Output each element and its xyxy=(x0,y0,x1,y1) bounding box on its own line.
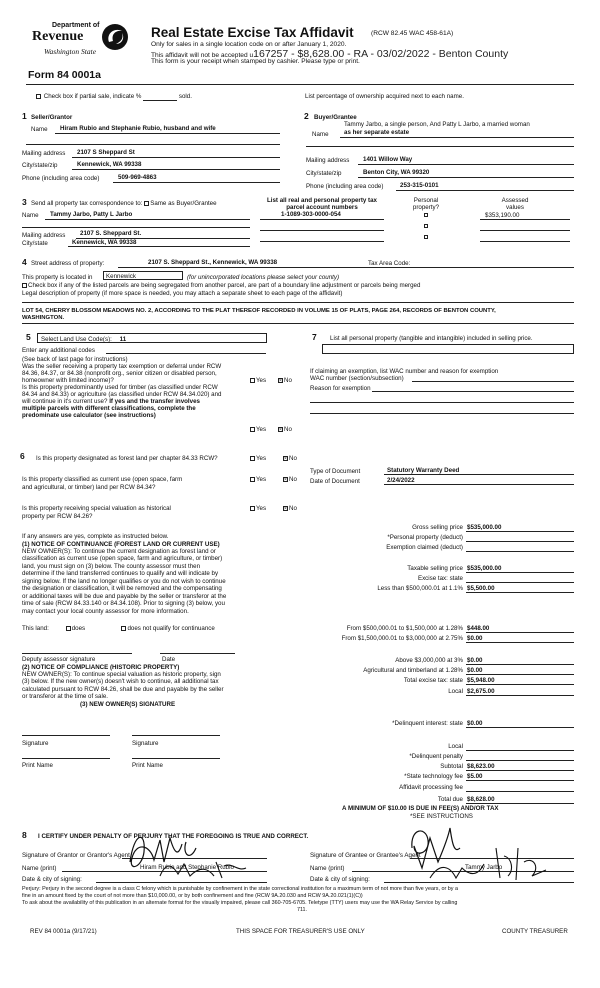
tax-label: Taxable selling price xyxy=(407,565,463,572)
q2-line2: 84.34 and 84.33) or agriculture (as classified under RCW 84.34.020) and xyxy=(22,391,222,398)
seller-mail[interactable]: 2107 S Sheppard St xyxy=(77,149,135,156)
section-5-number: 5 xyxy=(26,332,31,342)
s6-q3-yes xyxy=(250,505,266,512)
s6-q2-yes-checkbox[interactable] xyxy=(250,477,255,482)
s6-q3-yes-label: Yes xyxy=(256,505,267,512)
q1-line3: homeowner with limited income)? xyxy=(22,377,114,384)
doc-type-label: Type of Document xyxy=(310,468,361,475)
partial-sale-checkbox[interactable] xyxy=(36,94,41,99)
partial-percent-field[interactable] xyxy=(143,93,177,101)
section-8-number: 8 xyxy=(22,830,27,840)
s6-q2-line2: and agricultural, or timber) land per RCW 84.34? xyxy=(22,484,156,491)
treasurer-space: THIS SPACE FOR TREASURER'S USE ONLY xyxy=(236,928,365,935)
notice-line: or additional taxes will be due and payable by the seller or transferor at the xyxy=(22,592,227,600)
s6-q1-yes-checkbox[interactable] xyxy=(250,456,255,461)
s6-q1: Is this property designated as forest land per chapter 84.33 RCW? xyxy=(36,455,218,462)
answers-note: If any answers are yes, complete as instructed below. xyxy=(22,533,169,540)
tax-label: *Delinquent penalty xyxy=(409,753,463,760)
q1-yes-label: Yes xyxy=(256,377,267,384)
form-number: Form 84 0001a xyxy=(28,69,101,81)
s6-q3-no xyxy=(283,505,297,512)
tax-value[interactable]: $5,500.00 xyxy=(467,585,495,592)
new-owner-print-1: Print Name xyxy=(22,762,53,769)
s6-q2-no xyxy=(283,476,297,483)
tax-value[interactable]: $535,000.00 xyxy=(467,524,502,531)
doc-date[interactable]: 2/24/2022 xyxy=(387,477,415,484)
tax-value[interactable]: $0.00 xyxy=(467,657,483,664)
corr-mail[interactable]: 2107 S. Sheppard St. xyxy=(80,230,142,237)
tax-value[interactable]: $448.00 xyxy=(467,625,490,632)
located-note: (for unincorporated locations please select your county) xyxy=(187,274,340,281)
q1-no xyxy=(278,377,292,384)
parcel-heading-1: List all real and personal property tax xyxy=(266,197,378,204)
s6-q3-line1: Is this property receiving special valuation as historical xyxy=(22,505,171,512)
notice-line: the designation or classification, it will be removed and the compensating xyxy=(22,585,222,593)
recording-stamp: 167257 - $8,628.00 - RA - 03/02/2022 - Benton County xyxy=(253,48,509,60)
tax-label: Total due xyxy=(437,796,463,803)
correspondence-row xyxy=(31,200,217,207)
section-4-number: 4 xyxy=(22,257,27,267)
certify-text: I CERTIFY UNDER PENALTY OF PERJURY THAT THE FOREGOING IS TRUE AND CORRECT. xyxy=(38,833,309,840)
seller-name[interactable]: Hiram Rubio and Stephanie Rubio, husband and wife xyxy=(60,125,216,132)
segregated-row xyxy=(22,282,420,289)
same-as-buyer-checkbox[interactable] xyxy=(144,201,149,206)
notice-line: or transferor at the time of sale. xyxy=(22,693,108,701)
q2-no-checkbox[interactable]: × xyxy=(279,426,282,433)
new-owner-signature-1: Signature xyxy=(22,740,49,747)
exemption-line2: WAC number (section/subsection) xyxy=(310,375,404,382)
seller-name-label: Name xyxy=(31,126,48,133)
notice2-body xyxy=(22,671,290,701)
buyer-phone-label: Phone (including area code) xyxy=(306,183,384,190)
s6-q2-no-label: No xyxy=(289,476,297,483)
seller-phone-label: Phone (including area code) xyxy=(22,175,100,182)
s6-q1-no-label: No xyxy=(289,455,297,462)
land-use-select[interactable] xyxy=(37,333,267,343)
new-owner-print-2: Print Name xyxy=(132,762,163,769)
grantee-name-print[interactable]: Tammy Jarbo xyxy=(465,864,503,871)
logo-line3: Washington State xyxy=(44,47,97,56)
q2-no-label: No xyxy=(284,426,292,433)
corr-city-label: City/state xyxy=(22,240,48,247)
logo-line2: Revenue xyxy=(32,29,84,44)
does-not-label: does not qualify for continuance xyxy=(127,625,215,632)
located-select[interactable] xyxy=(103,271,183,280)
notice-line: determine if the land transferred continues to qualify and will indicate by xyxy=(22,570,219,578)
tax-value[interactable]: $8,628.00 xyxy=(467,796,495,803)
q1-yes xyxy=(250,377,266,384)
q2-line3-b: If yes and the transfer involves xyxy=(109,398,200,405)
tax-value[interactable]: $535,000.00 xyxy=(467,565,502,572)
partial-sale-row xyxy=(36,93,192,101)
q1-line1: Was the seller receiving a property tax exemption or deferral under RCW xyxy=(22,363,222,370)
tax-label: Agricultural and timberland at 1.28% xyxy=(363,667,463,674)
deputy-label: Deputy assessor signature xyxy=(22,656,96,663)
sig-grantor-label: Signature of Grantor or Grantor's Agent xyxy=(22,852,130,859)
s6-q3-no-checkbox[interactable]: × xyxy=(284,505,287,512)
header-sub2-text: This affidavit will not be accepted u xyxy=(151,52,254,59)
notice-line: may contact your local county assessor for more information. xyxy=(22,607,189,615)
located-value: Kennewick xyxy=(106,273,136,280)
q1-yes-checkbox[interactable] xyxy=(250,378,255,383)
tax-label: Above $3,000,000 at 3% xyxy=(395,657,463,664)
buyer-mail-label: Mailing address xyxy=(306,157,350,164)
dor-logo xyxy=(30,20,130,62)
this-land-label: This land: xyxy=(22,625,49,632)
notice-line: time of sale (RCW 84.33.140 or 84.34.108). Prior to signing (3) below, you xyxy=(22,600,225,608)
buyer-name-label: Name xyxy=(312,131,329,138)
street-value[interactable]: 2107 S. Sheppard St., Kennewick, WA 99338 xyxy=(148,259,278,266)
notice-line: NEW OWNER(S): To continue special valuation as historic property, sign xyxy=(22,671,221,678)
minimum-note: A MINIMUM OF $10.00 IS DUE IN FEE(S) AND/OR TAX xyxy=(342,805,499,812)
section-3-number: 3 xyxy=(22,197,27,207)
land-use-label: Select Land Use Code(s): xyxy=(41,335,112,343)
assessed-heading-2: values xyxy=(506,204,524,211)
assessed-value[interactable]: $353,190.00 xyxy=(485,212,520,219)
notice-line: NEW OWNER(S): To continue the current designation as forest land or xyxy=(22,548,216,555)
buyer-phone[interactable]: 253-315-0101 xyxy=(400,182,439,189)
seller-heading: Seller/Grantor xyxy=(31,114,73,121)
buyer-name-line1[interactable]: Tammy Jarbo, a single person, And Patty L Jarbo, a married woman xyxy=(344,121,530,128)
q1-line2: 84.36, 84.37, or 84.38 (nonprofit org., senior citizen or disabled person, xyxy=(22,370,217,377)
seller-city-label: City/state/zip xyxy=(22,162,58,169)
this-land-row xyxy=(22,625,215,632)
parcel-number[interactable]: 1-1089-303-0000-054 xyxy=(281,211,341,218)
seller-mail-label: Mailing address xyxy=(22,150,66,157)
section-1-number: 1 xyxy=(22,111,27,121)
personal-property-checkbox-3[interactable] xyxy=(424,235,428,239)
does-label: does xyxy=(71,625,86,632)
tax-value[interactable]: $0.00 xyxy=(467,635,483,642)
tax-label: Excise tax: state xyxy=(417,575,463,582)
tax-label: *State technology fee xyxy=(404,773,463,780)
see-back: (See back of last page for instructions) xyxy=(22,356,128,363)
notice1-body xyxy=(22,548,290,615)
assessed-heading-1: Assessed xyxy=(501,197,529,204)
s6-q2-yes xyxy=(250,476,266,483)
see-instructions: *SEE INSTRUCTIONS xyxy=(410,813,473,820)
q1-no-checkbox[interactable]: × xyxy=(279,377,282,384)
street-label: Street address of property: xyxy=(31,260,105,267)
notice-line: classification as current use (open space, farm and agriculture, or timber) xyxy=(22,555,223,563)
personal-property-checkbox-2[interactable] xyxy=(424,224,428,228)
tax-label: Total excise tax: state xyxy=(403,677,463,684)
tax-value[interactable]: $2,675.00 xyxy=(467,688,495,695)
perjury-line2: fine in an amount fixed by the court of not more than $10,000.00, or by both confinement and fine (RCW 9A.20.030 and RCW 9A.20.021(1)(C)) xyxy=(22,893,363,899)
corr-city[interactable]: Kennewick, WA 99338 xyxy=(72,239,137,246)
tax-label: Local xyxy=(448,688,463,695)
legal-line2: WASHINGTON. xyxy=(22,315,65,322)
grantee-signature-drawing xyxy=(400,818,575,886)
tax-label: Subtotal xyxy=(440,763,463,770)
tax-area-label: Tax Area Code: xyxy=(368,260,411,267)
q1-no-label: No xyxy=(284,377,292,384)
corr-name-label: Name xyxy=(22,212,39,219)
segregated-label: Check box if any of the listed parcels are being segregated from another parcel, are part of a boundary line adjustment or parcels being merged xyxy=(28,282,421,289)
legal-label: Legal description of property (if more space is needed, you may attach a separate sheet to each page of the affidavit) xyxy=(22,290,343,297)
personal-heading-2: property? xyxy=(412,204,440,211)
s6-q1-no xyxy=(283,455,297,462)
tax-label: Gross selling price xyxy=(412,524,463,531)
buyer-heading: Buyer/Grantee xyxy=(314,114,357,121)
s6-q3-yes-checkbox[interactable] xyxy=(250,506,255,511)
reason-label: Reason for exemption xyxy=(310,385,371,392)
tax-label: *Delinquent interest: state xyxy=(392,720,463,727)
does-not-checkbox[interactable] xyxy=(121,626,126,631)
located-label: This property is located in xyxy=(22,274,93,281)
grantor-date-label: Date & city of signing: xyxy=(22,876,82,883)
q2-line3-a: will continue in it's current use? xyxy=(22,398,108,405)
legal-line1: LOT 54, CHERRY BLOSSOM MEADOWS NO. 2, ACCORDING TO THE PLAT THEREOF RECORDED IN VOLUME 15 OF PLATS, PAGE 264, RECORDS OF BENTON COUNTY, xyxy=(22,308,496,314)
rcw-citation: (RCW 82.45 WAC 458-61A) xyxy=(371,30,454,37)
form-title: Real Estate Excise Tax Affidavit xyxy=(151,25,354,40)
tax-value[interactable]: $8,623.00 xyxy=(467,763,495,770)
s6-q3-line2: property per RCW 84.26? xyxy=(22,513,93,520)
notice-line: calculated pursuant to RCW 84.26, shall be due and payable by the seller xyxy=(22,685,224,693)
notice1-heading: (1) NOTICE OF CONTINUANCE (FOREST LAND OR CURRENT USE) xyxy=(22,541,220,548)
tax-label: From $1,500,000.01 to $3,000,000 at 2.75% xyxy=(341,635,463,642)
tax-label: *Personal property (deduct) xyxy=(387,534,463,541)
county-treasurer: COUNTY TREASURER xyxy=(502,928,568,935)
deputy-date-label: Date xyxy=(162,656,176,663)
tax-label: From $500,000.01 to $1,500,000 at 1.28% xyxy=(346,625,463,632)
notice2-heading: (2) NOTICE OF COMPLIANCE (HISTORIC PROPERTY) xyxy=(22,664,180,671)
seller-phone[interactable]: 509-969-4863 xyxy=(118,174,157,181)
section-6-number: 6 xyxy=(20,451,25,461)
q2-line5: predominate use calculator (see instructions) xyxy=(22,412,156,419)
personal-property-label: List all personal property (tangible and intangible) included in selling price. xyxy=(330,335,533,342)
perjury-line3: To ask about the availability of this publication in an alternate format for the visually impaired, please call 360-705-6705. Teletype (TTY) users may use the WA Relay Service by calling xyxy=(22,900,458,906)
q2-yes-label: Yes xyxy=(256,426,267,433)
s6-q1-yes xyxy=(250,455,266,462)
tax-value[interactable]: $5,948.00 xyxy=(467,677,495,684)
tax-value[interactable]: $5.00 xyxy=(467,773,483,780)
grantee-date-label: Date & city of signing: xyxy=(310,876,370,883)
s6-q3-no-label: No xyxy=(289,505,297,512)
does-checkbox[interactable] xyxy=(66,626,71,631)
header-sub3: This form is your receipt when stamped by cashier. Please type or print. xyxy=(151,58,360,65)
segregated-checkbox[interactable] xyxy=(22,283,27,288)
q2-yes xyxy=(250,426,266,433)
sig-grantee-label: Signature of Grantee or Grantee's Agent xyxy=(310,852,421,859)
legal-description-box[interactable] xyxy=(22,302,574,324)
buyer-mail[interactable]: 1401 Willow Way xyxy=(363,156,413,163)
dor-swirl-icon xyxy=(100,22,130,52)
same-as-buyer-label: Same as Buyer/Grantee xyxy=(150,200,217,207)
tax-label: Local xyxy=(448,743,463,750)
corr-mail-label: Mailing address xyxy=(22,232,66,239)
perjury-line4: 711. xyxy=(296,907,308,913)
tax-label: Exemption claimed (deduct) xyxy=(386,544,463,551)
corr-name[interactable]: Tammy Jarbo, Patty L Jarbo xyxy=(50,211,133,218)
doc-type[interactable]: Statutory Warranty Deed xyxy=(387,467,460,474)
doc-date-label: Date of Document xyxy=(310,478,360,485)
s6-q2-no-checkbox[interactable]: × xyxy=(284,476,287,483)
tax-label: Affidavit processing fee xyxy=(399,784,463,791)
perjury-line1: Perjury: Perjury in the second degree is a class C felony which is punishable by confinement in the state correctional institution for a maximum term of not more than five years, or by a xyxy=(22,886,458,892)
partial-sale-label: Check box if partial sale, indicate % xyxy=(43,93,142,100)
section-7-number: 7 xyxy=(312,332,317,342)
q2-yes-checkbox[interactable] xyxy=(250,427,255,432)
ownership-note: List percentage of ownership acquired next to each name. xyxy=(305,93,464,100)
notice-line: (3) below. If the new owner(s) doesn't wish to continue, all additional tax xyxy=(22,678,219,686)
personal-property-field[interactable] xyxy=(322,344,574,354)
seller-city[interactable]: Kennewick, WA 99338 xyxy=(77,161,142,168)
land-use-code: 11 xyxy=(119,335,127,343)
grantor-name-print[interactable]: Hiram Rubio and Stephanie Rubio xyxy=(140,864,234,871)
q2-no xyxy=(278,426,292,433)
q2-line4: multiple parcels with different classifications, complete the xyxy=(22,405,196,412)
buyer-city[interactable]: Benton City, WA 99320 xyxy=(363,169,430,176)
tax-value[interactable]: $0.00 xyxy=(467,720,483,727)
logo-line1: Department of xyxy=(52,22,100,29)
s6-q2-line1: Is this property classified as current use (open space, farm xyxy=(22,476,183,483)
s6-q2-yes-label: Yes xyxy=(256,476,267,483)
new-owner-signature-2: Signature xyxy=(132,740,159,747)
section-2-number: 2 xyxy=(304,111,309,121)
q2-line1: Is this property predominantly used for timber (as classified under RCW xyxy=(22,384,218,391)
partial-sale-suffix: sold. xyxy=(178,93,192,100)
correspondence-heading: Send all property tax correspondence to: xyxy=(31,200,143,207)
notice3-heading: (3) NEW OWNER(S) SIGNATURE xyxy=(80,701,176,708)
parcel-heading-2: parcel account numbers xyxy=(286,204,358,211)
grantee-name-label: Name (print) xyxy=(310,865,345,872)
notice-line: signing below. If the land no longer qualifies or you do not wish to continue xyxy=(22,577,226,585)
grantor-signature-drawing xyxy=(120,822,260,882)
tax-label: Less than $500,000.01 at 1.1% xyxy=(377,585,463,592)
personal-heading-1: Personal xyxy=(413,197,439,204)
personal-property-checkbox-1[interactable] xyxy=(424,213,428,217)
header-sub1: Only for sales in a single location code on or after January 1, 2020. xyxy=(151,41,347,48)
grantor-name-label: Name (print) xyxy=(22,865,57,872)
tax-value[interactable]: $0.00 xyxy=(467,667,483,674)
notice-line: land, you must sign on (3) below. The county assessor must then xyxy=(22,562,201,570)
s6-q1-yes-label: Yes xyxy=(256,455,267,462)
s6-q1-no-checkbox[interactable]: × xyxy=(284,455,287,462)
buyer-city-label: City/state/zip xyxy=(306,170,342,177)
additional-codes-label: Enter any additional codes xyxy=(22,347,95,354)
rev-number: REV 84 0001a (9/17/21) xyxy=(30,928,97,935)
buyer-name-line2[interactable]: as her separate estate xyxy=(344,129,410,136)
exemption-line1: If claiming an exemption, list WAC number and reason for exemption xyxy=(310,368,499,375)
